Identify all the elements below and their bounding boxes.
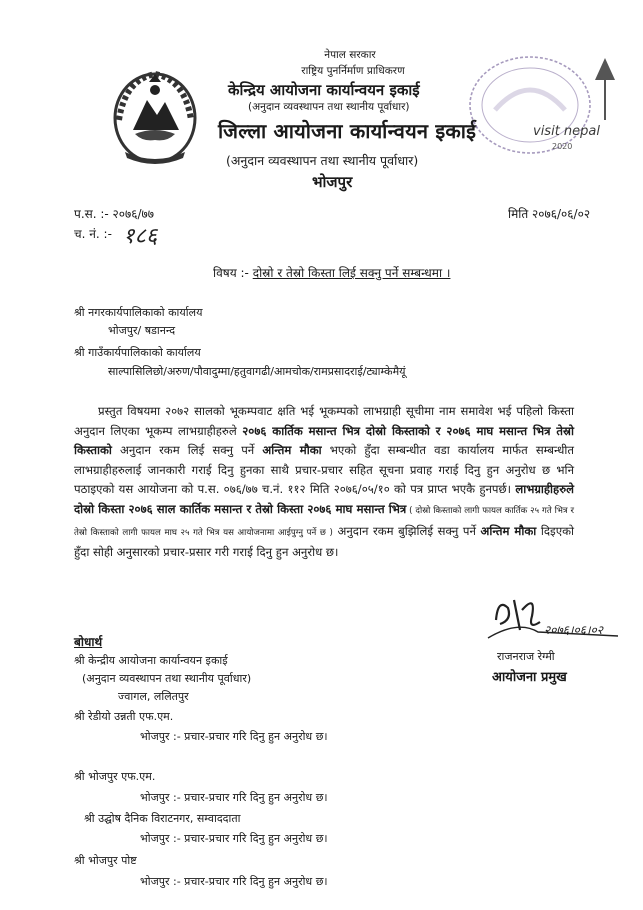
body-bold-text: अन्तिम मौका	[262, 443, 322, 458]
cc-entry-line: भोजपुर :- प्रचार-प्रचार गरि दिनु हुन अनुरोध छ।	[140, 832, 328, 845]
signer-name: राजनराज रेग्मी	[497, 650, 555, 663]
dispatch-label: च. नं. :-	[74, 227, 112, 241]
stamp-year: 2020	[552, 142, 573, 151]
body-bold-text: लाभग्राहीहरुले दोस्रो किस्ता २०७६ साल कार्तिक मसान्त र तेस्रो किस्ता २०७६ माघ मसान्त भित्र	[74, 482, 574, 516]
subject-line	[213, 264, 450, 281]
signature-date-scrawl: २०७६।०६।०२	[544, 623, 604, 637]
cc-entry-name: श्री भोजपुर पोष्ट	[74, 854, 137, 867]
government-name: नेपाल सरकार	[324, 49, 376, 61]
cc-entry-line: भोजपुर :- प्रचार-प्रचार गरि दिनु हुन अनुरोध छ।	[140, 730, 328, 743]
nepal-emblem-icon	[105, 60, 205, 168]
cc-entry-line: भोजपुर :- प्रचार-प्रचार गरि दिनु हुन अनुरोध छ।	[140, 791, 328, 804]
body-bold-text: अन्तिम मौका	[480, 523, 537, 538]
body-text: भएको हुँदा सम्बन्धीत वडा कार्यालय मार्फत सम्बन्धीत लाभग्राहीहरुलाई जानकारी गराई दिनु हुनका साथै प्रचार-प्रचार सहित सूचना प्रवाह गराई दिनु हुन अनुरोध छ भनि पठाइएको यस आयोजना को प.स. ०७६/७७ च.नं. ११२ मिति २०७६/०५/१० को पत्र प्राप्त भएकै हुनपर्छ।	[74, 443, 574, 497]
cc-entry-line: ज्वागल, ललितपुर	[118, 690, 189, 703]
recipient-address: भोजपुर/ षडानन्द	[108, 324, 176, 337]
body-bold-text: २०७६ कार्तिक मसान्त भित्र दोस्रो किस्ताको र २०७६ माघ मसान्त भित्र तेस्रो किस्ताको	[74, 423, 574, 458]
authority-name: राष्ट्रिय पुनर्निर्माण प्राधिकरण	[301, 65, 405, 77]
reference-number: प.स. :- २०७६/७७	[74, 207, 155, 221]
body-text: अनुदान रकम लिई सक्नु पर्ने	[111, 443, 263, 458]
dispatch-number-handwritten: १८६	[123, 224, 158, 249]
location-title: भोजपुर	[312, 173, 353, 191]
recipient-office: श्री गाउँकार्यपालिकाको कार्यालय	[74, 346, 201, 359]
district-unit-subtitle: (अनुदान व्यवस्थापन तथा स्थानीय पूर्वाधार)	[226, 153, 419, 168]
subject-label: विषय :-	[213, 266, 249, 280]
cc-entry-name: श्री केन्द्रीय आयोजना कार्यान्वयन इकाई	[74, 654, 228, 667]
body-text: दिइएको हुँदा सोही अनुसारको प्रचार-प्रसार गरी गराई दिनु हुन अनुरोध छ।	[74, 523, 575, 560]
letter-date: मिति २०७६/०६/०२	[508, 207, 591, 221]
body-note-text: ( दोस्रो किस्ताको लागी फायल कार्तिक २५ गते भित्र र तेस्रो किस्ताको लागी फायल माघ २५ गते भित्र यस आयोजनामा आईपुग्नु पर्ने छ )	[74, 505, 575, 538]
visit-nepal-stamp	[455, 50, 625, 175]
stamp-text: visit nepal	[533, 124, 600, 139]
signer-title: आयोजना प्रमुख	[492, 670, 567, 685]
cc-entry-line: (अनुदान व्यवस्थापन तथा स्थानीय पूर्वाधार)	[82, 672, 252, 685]
cc-entry-name: श्री उद्घोष दैनिक विराटनगर, सम्वाददाता	[84, 812, 241, 825]
central-unit-subtitle: (अनुदान व्यवस्थापन तथा स्थानीय पूर्वाधार)	[248, 101, 410, 113]
central-unit-title: केन्द्रिय आयोजना कार्यान्वयन इकाई	[228, 81, 420, 99]
body-text: प्रस्तुत विषयमा २०७२ सालको भूकम्पवाट क्षति भई भूकम्पको लाभग्राही सूचीमा नाम समावेश भई पहिलो किस्ता अनुदान लिएका भूकम्प लाभग्राहीहरुले	[74, 404, 574, 438]
cc-heading: बोधार्थ	[74, 635, 103, 649]
recipient-office: श्री नगरकार्यपालिकाको कार्यालय	[74, 306, 203, 319]
cc-entry-name: श्री भोजपुर एफ.एम.	[74, 770, 156, 783]
cc-entry-line: भोजपुर :- प्रचार-प्रचार गरि दिनु हुन अनुरोध छ।	[140, 875, 328, 888]
recipient-address: साल्पासिलिछो/अरुण/पौवादुम्मा/हतुवागढी/आमचोक/रामप्रसादराई/ट्याम्केमैयूं	[108, 365, 406, 378]
letter-body	[74, 402, 574, 563]
subject-text: दोस्रो र तेस्रो किस्ता लिई सक्नु पर्ने सम्बन्धमा ।	[252, 266, 451, 280]
district-unit-title: जिल्ला आयोजना कार्यान्वयन इकाई	[218, 119, 477, 143]
cc-entry-name: श्री रेडीयो उन्नती एफ.एम.	[74, 710, 174, 723]
body-text: अनुदान रकम बुझिलिई सक्नु पर्ने	[332, 523, 481, 538]
